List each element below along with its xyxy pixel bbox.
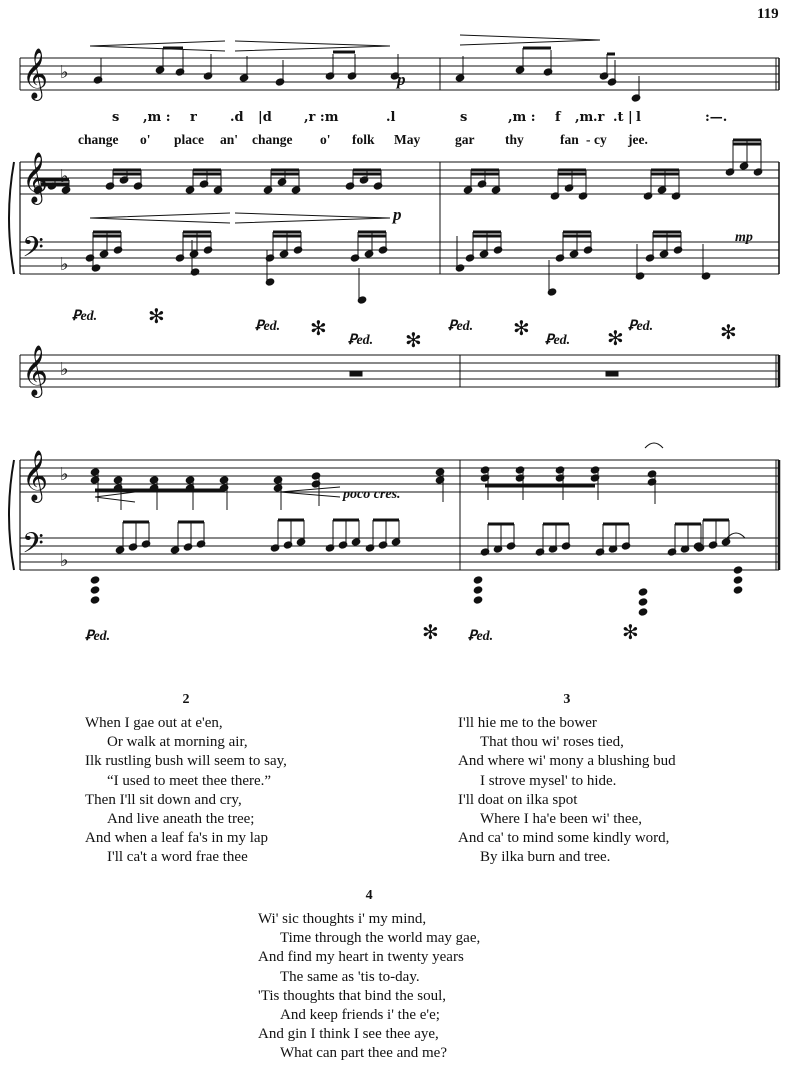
solfa-bar2-end: :—. bbox=[705, 110, 728, 125]
pedal-mark: Ꝑed. bbox=[348, 333, 374, 348]
lyric-word: folk bbox=[352, 132, 375, 147]
note-head bbox=[733, 566, 743, 574]
verse-line: And gin I think I see thee aye, bbox=[258, 1026, 439, 1043]
dynamic-piano-vocal: p bbox=[397, 70, 406, 89]
bass-clef-icon: 𝄢 bbox=[22, 231, 44, 271]
pedal-release: ✻ bbox=[148, 304, 165, 328]
lyric-word: May bbox=[394, 132, 421, 147]
pedal-mark: Ꝑed. bbox=[255, 319, 281, 334]
pedal-mark: Ꝑed. bbox=[72, 309, 98, 324]
fermata-icon bbox=[727, 533, 745, 538]
verse-line: And where wi' mony a blushing bud bbox=[458, 753, 676, 770]
bass-clef-icon: 𝄢 bbox=[22, 527, 44, 567]
verse-line: I'll ca't a word frae thee bbox=[107, 849, 248, 866]
solfa-bar2-t: .t bbox=[613, 110, 624, 125]
lyric-word: gar bbox=[455, 132, 475, 147]
pedal-release: ✻ bbox=[405, 328, 422, 352]
verse-line: I strove mysel' to hide. bbox=[480, 772, 617, 789]
solfa-bar1-r: r bbox=[190, 110, 197, 125]
verse-line: I'll hie me to the bower bbox=[458, 715, 597, 731]
flat-key-signature-icon: ♭ bbox=[60, 464, 69, 485]
decrescendo-hairpin bbox=[235, 41, 390, 51]
flat-key-signature-icon: ♭ bbox=[60, 254, 69, 275]
flat-key-signature-icon: ♭ bbox=[60, 166, 69, 187]
dynamic-mezzo-piano: mp bbox=[735, 230, 753, 245]
pedal-release: ✻ bbox=[720, 320, 737, 344]
treble-clef-icon: 𝄞 bbox=[22, 450, 49, 501]
lyric-word: fan bbox=[560, 132, 579, 147]
pedal-mark: Ꝑed. bbox=[545, 333, 571, 348]
whole-rest bbox=[350, 371, 362, 376]
solfa-bar1-rm: ,r :m bbox=[304, 110, 339, 125]
solfa-bar1-d2: |d bbox=[258, 110, 272, 125]
lyric-word: place bbox=[174, 132, 204, 147]
note-head bbox=[90, 586, 100, 594]
treble-clef-icon: 𝄞 bbox=[22, 48, 49, 99]
note-head bbox=[638, 598, 648, 606]
note-head bbox=[90, 596, 100, 604]
decrescendo-hairpin bbox=[460, 35, 600, 45]
verse-number: 2 bbox=[182, 692, 190, 707]
verse-line: Wi' sic thoughts i' my mind, bbox=[258, 911, 427, 927]
verse-3 bbox=[458, 692, 676, 868]
crescendo-hairpin bbox=[90, 41, 225, 51]
piano-brace bbox=[9, 162, 14, 274]
verse-line: “I used to meet thee there.” bbox=[107, 772, 272, 789]
verse-line: Time through the world may gae, bbox=[280, 930, 481, 947]
note-head bbox=[733, 576, 743, 584]
verse-line: And keep friends i' the e'e; bbox=[280, 1007, 440, 1024]
lyric-word: thy bbox=[505, 132, 524, 147]
verse-line: What can part thee and me? bbox=[280, 1045, 447, 1062]
note-head bbox=[638, 608, 648, 616]
verse-line: Ilk rustling bush will seem to say, bbox=[85, 753, 287, 770]
verse-line: I'll doat on ilka spot bbox=[458, 791, 578, 808]
treble-clef-icon: 𝄞 bbox=[22, 345, 49, 396]
page-number: 119 bbox=[757, 6, 779, 22]
flat-key-signature-icon: ♭ bbox=[60, 62, 69, 83]
fermata-icon bbox=[645, 443, 663, 448]
verse-4 bbox=[258, 888, 480, 1064]
pedal-mark: Ꝑed. bbox=[468, 629, 494, 644]
solfa-bar1-s: s bbox=[112, 110, 120, 125]
lyric-word: change bbox=[78, 132, 119, 147]
pedal-mark: Ꝑed. bbox=[85, 629, 111, 644]
verse-line: And live aneath the tree; bbox=[107, 811, 255, 828]
note-head bbox=[733, 586, 743, 594]
verse-line: By ilka burn and tree. bbox=[480, 849, 611, 866]
pedal-release: ✻ bbox=[607, 326, 624, 350]
pedal-release: ✻ bbox=[513, 316, 530, 340]
solfa-bar1-l: .l bbox=[386, 110, 396, 125]
solfa-bar2-bar: | bbox=[628, 110, 633, 125]
lyric-word: jee. bbox=[628, 132, 648, 147]
treble-clef-icon: 𝄞 bbox=[22, 152, 49, 203]
flat-key-signature-icon: ♭ bbox=[60, 359, 69, 380]
lyric-word: - bbox=[586, 132, 591, 147]
verse-line: And ca' to mind some kindly word, bbox=[458, 830, 670, 847]
verse-line: When I gae out at e'en, bbox=[85, 715, 223, 731]
lyric-word: o' bbox=[140, 132, 151, 147]
pedal-mark: Ꝑed. bbox=[448, 319, 474, 334]
crescendo-hairpin bbox=[90, 213, 230, 223]
verse-line: Then I'll sit down and cry, bbox=[85, 791, 242, 808]
whole-rest bbox=[606, 371, 618, 376]
pedal-mark: Ꝑed. bbox=[628, 319, 654, 334]
pedal-release: ✻ bbox=[622, 620, 639, 644]
piano-brace bbox=[9, 460, 14, 570]
solfa-bar1-d: .d bbox=[230, 110, 244, 125]
dynamic-poco-cres: poco cres. bbox=[343, 487, 401, 502]
solfa-bar2-m: ,m : bbox=[508, 110, 536, 125]
verse-line: Or walk at morning air, bbox=[107, 734, 248, 751]
lyric-word: cy bbox=[594, 132, 607, 147]
solfa-bar2-r: .r bbox=[593, 110, 605, 125]
note-head bbox=[473, 586, 483, 594]
note-head bbox=[638, 588, 648, 596]
verse-line: That thou wi' roses tied, bbox=[480, 734, 624, 751]
note-head bbox=[473, 576, 483, 584]
solfa-bar2-s: s bbox=[460, 110, 468, 125]
verse-line: The same as 'tis to-day. bbox=[280, 968, 420, 985]
solfa-bar2-m2: ,m bbox=[575, 110, 594, 125]
solfa-bar2-f: f bbox=[555, 110, 561, 125]
verse-2 bbox=[85, 692, 287, 868]
solfa-bar2-l: l bbox=[636, 110, 641, 125]
pedal-release: ✻ bbox=[422, 620, 439, 644]
dynamic-piano-accomp: p bbox=[393, 205, 402, 224]
lyric-word: o' bbox=[320, 132, 331, 147]
note-head bbox=[90, 576, 100, 584]
crescendo-hairpin bbox=[95, 492, 135, 502]
decrescendo-hairpin bbox=[235, 213, 390, 223]
lyric-word: an' bbox=[220, 132, 239, 147]
verse-number: 4 bbox=[365, 888, 373, 903]
verse-line: And find my heart in twenty years bbox=[258, 949, 464, 966]
flat-key-signature-icon: ♭ bbox=[60, 550, 69, 571]
verse-line: And when a leaf fa's in my lap bbox=[85, 830, 269, 847]
solfa-bar1-m: ,m : bbox=[143, 110, 171, 125]
verse-line: Where I ha'e been wi' thee, bbox=[480, 811, 642, 828]
lyric-word: change bbox=[252, 132, 293, 147]
note-head bbox=[473, 596, 483, 604]
pedal-release: ✻ bbox=[310, 316, 327, 340]
verse-line: 'Tis thoughts that bind the soul, bbox=[258, 987, 447, 1004]
verse-number: 3 bbox=[563, 692, 571, 707]
